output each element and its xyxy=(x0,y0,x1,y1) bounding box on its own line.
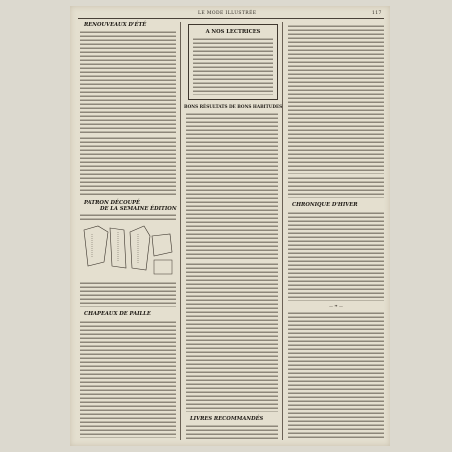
heading-livres: LIVRES RECOMMANDÉS xyxy=(190,416,264,422)
heading-chronique: CHRONIQUE D'HIVER xyxy=(292,202,358,208)
page-number: 117 xyxy=(372,11,382,16)
text-block xyxy=(288,311,384,440)
text-block xyxy=(186,424,278,440)
text-block xyxy=(80,320,176,438)
heading-renouveaux: RENOUVEAUX D'ÉTÉ xyxy=(84,22,147,28)
heading-patron: PATRON DÉCOUPÉ xyxy=(84,200,140,206)
running-title: LE MODE ILLUSTRÉE xyxy=(198,11,257,16)
heading-patron-sub: DE LA SEMAINE ÉDITION xyxy=(100,206,177,212)
column-divider-2 xyxy=(282,22,283,440)
notice-box-title: A NOS LECTRICES xyxy=(205,29,261,35)
text-block xyxy=(186,112,278,260)
text-block xyxy=(80,136,176,196)
text-block xyxy=(193,37,273,95)
text-block xyxy=(288,24,384,174)
header-rule xyxy=(78,18,384,19)
column-divider-1 xyxy=(180,22,181,440)
text-block xyxy=(288,176,384,198)
text-block xyxy=(186,262,278,412)
heading-chapeaux: CHAPEAUX DE PAILLE xyxy=(84,311,151,317)
notice-box xyxy=(188,24,278,100)
text-block xyxy=(80,213,176,220)
text-block xyxy=(80,30,176,134)
pattern-illustration xyxy=(80,222,176,278)
text-block xyxy=(288,211,384,301)
section-ornament: — ❧ — xyxy=(329,303,343,308)
text-block xyxy=(80,281,176,307)
heading-bons-resultats: BONS RÉSULTATS DE BONS HABITUDES xyxy=(184,104,283,109)
magazine-page xyxy=(70,6,390,446)
